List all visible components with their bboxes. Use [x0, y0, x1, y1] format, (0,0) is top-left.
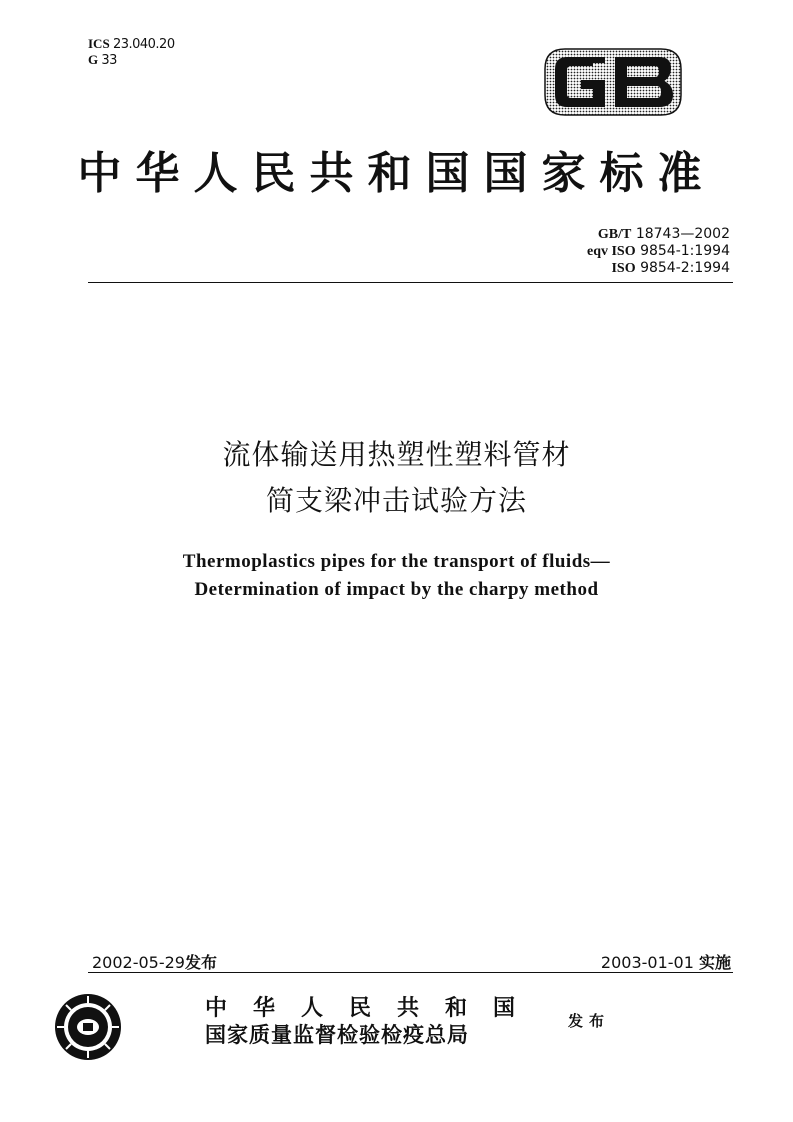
english-title-line2: Determination of impact by the charpy method — [194, 579, 599, 600]
eqv-iso-line — [500, 243, 730, 260]
iso2-line — [500, 260, 730, 277]
publish-word: 发布 — [184, 953, 217, 972]
g-line — [88, 52, 175, 68]
gb-logo — [543, 47, 683, 117]
classification-codes — [88, 36, 175, 68]
issuer-line2: 国家质量监督检验检疫总局 — [205, 1023, 469, 1047]
ics-label: ICS — [88, 36, 110, 51]
standard-number-block — [500, 226, 730, 277]
english-title-line1: Thermoplastics pipes for the transport of fluids— — [182, 551, 611, 572]
eqv-iso-label: eqv ISO — [586, 244, 636, 259]
ics-code: 23.040.20 — [112, 37, 175, 52]
bottom-divider — [88, 972, 733, 973]
gb-number: 18743—2002 — [635, 226, 730, 242]
publish-date-value: 2002-05-29 — [92, 953, 185, 972]
ics-line — [88, 36, 175, 52]
english-title — [0, 548, 793, 604]
iso1-number: 9854-1:1994 — [640, 243, 730, 259]
iso2-number: 9854-2:1994 — [640, 260, 730, 276]
iso-label: ISO — [611, 261, 636, 276]
implement-word: 实施 — [698, 953, 731, 972]
chinese-title-line2: 简支梁冲击试验方法 — [265, 484, 527, 517]
national-standard-title: 中华人民共和国国家标准 — [77, 148, 716, 199]
gb-number-line — [500, 226, 730, 243]
issuer-seal-icon — [53, 992, 123, 1062]
issue-word: 发布 — [568, 1012, 611, 1030]
implement-date — [601, 950, 731, 973]
chinese-title-line1: 流体输送用热塑性塑料管材 — [222, 438, 571, 471]
publish-date — [92, 950, 217, 973]
g-code: 33 — [101, 53, 117, 68]
top-divider — [88, 282, 733, 283]
gb-label: GB/T — [597, 227, 632, 242]
chinese-title — [0, 432, 793, 524]
issuer-line1: 中华人民共和国 — [205, 996, 542, 1021]
implement-date-value: 2003-01-01 — [600, 953, 694, 972]
g-label: G — [88, 52, 99, 67]
